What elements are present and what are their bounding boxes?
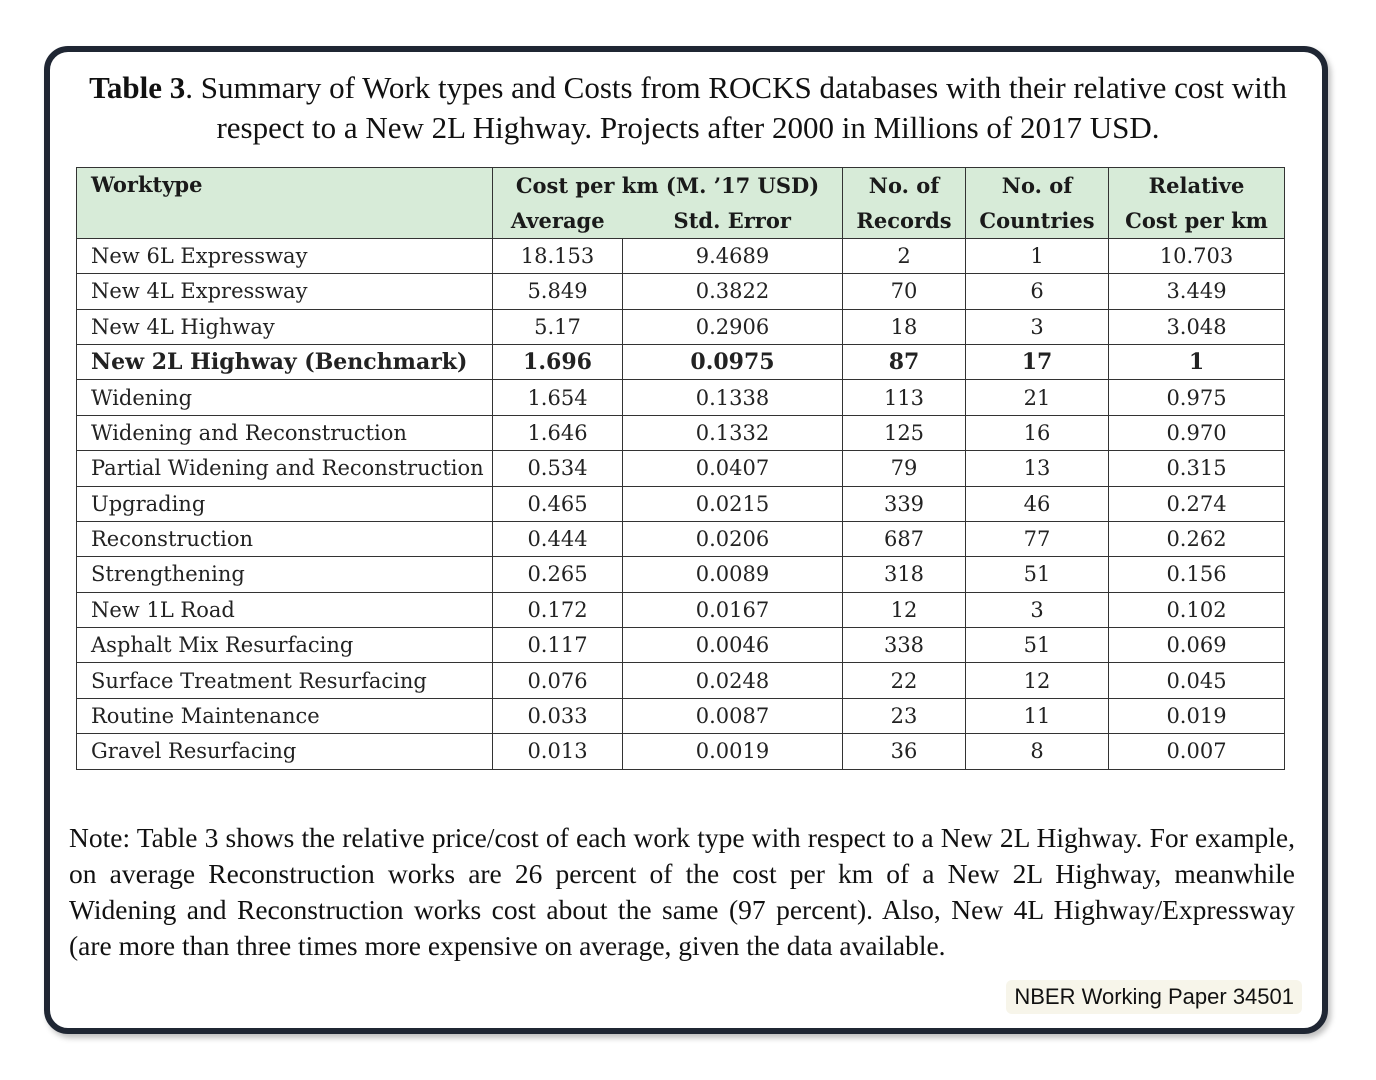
cell-countries: 46 — [966, 486, 1109, 521]
cell-worktype: Reconstruction — [77, 521, 493, 556]
header-relative-top: Relative — [1109, 168, 1285, 203]
cell-countries: 11 — [966, 698, 1109, 733]
cell-relative: 0.262 — [1109, 521, 1285, 556]
cell-std-error: 9.4689 — [623, 238, 843, 273]
cell-worktype: Asphalt Mix Resurfacing — [77, 628, 493, 663]
cell-countries: 3 — [966, 309, 1109, 344]
cell-average: 0.117 — [493, 628, 623, 663]
cell-worktype: New 4L Highway — [77, 309, 493, 344]
cell-worktype: Strengthening — [77, 557, 493, 592]
cell-worktype: New 1L Road — [77, 592, 493, 627]
header-average: Average — [493, 203, 623, 238]
header-countries-top: No. of — [966, 168, 1109, 203]
cell-countries: 21 — [966, 380, 1109, 415]
cell-countries: 13 — [966, 451, 1109, 486]
cell-std-error: 0.0975 — [623, 344, 843, 379]
table-row — [77, 380, 1285, 415]
table-row — [77, 451, 1285, 486]
cell-average: 1.646 — [493, 415, 623, 450]
cell-average: 0.013 — [493, 734, 623, 769]
cell-records: 79 — [843, 451, 966, 486]
source-badge: NBER Working Paper 34501 — [1006, 980, 1302, 1014]
cell-countries: 77 — [966, 521, 1109, 556]
cell-std-error: 0.0215 — [623, 486, 843, 521]
header-records-top: No. of — [843, 168, 966, 203]
cell-std-error: 0.1338 — [623, 380, 843, 415]
cell-records: 23 — [843, 698, 966, 733]
table-row — [77, 521, 1285, 556]
cell-std-error: 0.0019 — [623, 734, 843, 769]
cell-average: 0.076 — [493, 663, 623, 698]
cell-average: 0.172 — [493, 592, 623, 627]
cell-relative: 0.045 — [1109, 663, 1285, 698]
table-caption — [68, 68, 1308, 148]
cell-std-error: 0.3822 — [623, 274, 843, 309]
cell-relative: 0.156 — [1109, 557, 1285, 592]
cell-records: 36 — [843, 734, 966, 769]
cell-countries: 8 — [966, 734, 1109, 769]
cell-records: 12 — [843, 592, 966, 627]
cell-average: 0.465 — [493, 486, 623, 521]
document-card — [44, 46, 1328, 1034]
cell-relative: 0.069 — [1109, 628, 1285, 663]
cell-records: 339 — [843, 486, 966, 521]
cell-average: 0.265 — [493, 557, 623, 592]
table-row — [77, 344, 1285, 379]
cell-worktype: Surface Treatment Resurfacing — [77, 663, 493, 698]
cell-std-error: 0.0089 — [623, 557, 843, 592]
cell-records: 318 — [843, 557, 966, 592]
cell-records: 2 — [843, 238, 966, 273]
table-row — [77, 274, 1285, 309]
cell-countries: 6 — [966, 274, 1109, 309]
cell-records: 125 — [843, 415, 966, 450]
cell-std-error: 0.0087 — [623, 698, 843, 733]
cell-records: 338 — [843, 628, 966, 663]
cell-worktype: New 4L Expressway — [77, 274, 493, 309]
cell-std-error: 0.1332 — [623, 415, 843, 450]
table-container — [76, 167, 1285, 770]
cell-relative: 0.102 — [1109, 592, 1285, 627]
table-row — [77, 663, 1285, 698]
cell-average: 5.17 — [493, 309, 623, 344]
cell-average: 5.849 — [493, 274, 623, 309]
cell-worktype: Widening and Reconstruction — [77, 415, 493, 450]
header-relative-bottom: Cost per km — [1109, 203, 1285, 238]
cell-countries: 51 — [966, 557, 1109, 592]
cell-worktype: New 6L Expressway — [77, 238, 493, 273]
cell-relative: 1 — [1109, 344, 1285, 379]
caption-text: . Summary of Work types and Costs from ROCKS databases with their relative cost with respect to a New 2L Highway. Projects after 2000 in Millions of 2017 USD. — [185, 70, 1287, 145]
table-row — [77, 734, 1285, 769]
cell-worktype: Routine Maintenance — [77, 698, 493, 733]
header-countries-bottom: Countries — [966, 203, 1109, 238]
cell-records: 70 — [843, 274, 966, 309]
cell-std-error: 0.0167 — [623, 592, 843, 627]
cell-countries: 16 — [966, 415, 1109, 450]
cell-countries: 12 — [966, 663, 1109, 698]
cell-std-error: 0.0046 — [623, 628, 843, 663]
cell-average: 18.153 — [493, 238, 623, 273]
cell-worktype: Upgrading — [77, 486, 493, 521]
cell-worktype: Widening — [77, 380, 493, 415]
cell-countries: 3 — [966, 592, 1109, 627]
cell-relative: 0.007 — [1109, 734, 1285, 769]
cell-records: 687 — [843, 521, 966, 556]
cell-average: 0.444 — [493, 521, 623, 556]
cell-records: 22 — [843, 663, 966, 698]
header-cost-group: Cost per km (M. ’17 USD) — [493, 168, 843, 203]
cell-std-error: 0.2906 — [623, 309, 843, 344]
header-std-error: Std. Error — [623, 203, 843, 238]
table-row — [77, 486, 1285, 521]
cell-std-error: 0.0407 — [623, 451, 843, 486]
table-row — [77, 238, 1285, 273]
header-records-bottom: Records — [843, 203, 966, 238]
table-row — [77, 415, 1285, 450]
header-row-top — [77, 168, 1285, 203]
table-row — [77, 592, 1285, 627]
cell-records: 18 — [843, 309, 966, 344]
cell-worktype: New 2L Highway (Benchmark) — [77, 344, 493, 379]
cell-average: 0.534 — [493, 451, 623, 486]
cell-relative: 0.019 — [1109, 698, 1285, 733]
table-body — [77, 238, 1285, 769]
cell-average: 1.654 — [493, 380, 623, 415]
cell-relative: 0.315 — [1109, 451, 1285, 486]
table-row — [77, 698, 1285, 733]
cell-worktype: Gravel Resurfacing — [77, 734, 493, 769]
worktype-cost-table — [76, 167, 1285, 770]
cell-countries: 51 — [966, 628, 1109, 663]
cell-relative: 10.703 — [1109, 238, 1285, 273]
table-note: Note: Table 3 shows the relative price/cost of each work type with respect to a New 2L Highway. For example, on average Reconstruction works are 26 percent of the cost per km of a New 2L Highway, meanwhile Widening and Reconstruction works cost about the same (97 percent). Also, New 4L Highway/Expressway (are more than three times more expensive on average, given the data available. — [69, 822, 1295, 961]
cell-records: 87 — [843, 344, 966, 379]
cell-relative: 0.274 — [1109, 486, 1285, 521]
cell-average: 1.696 — [493, 344, 623, 379]
cell-relative: 0.975 — [1109, 380, 1285, 415]
header-worktype: Worktype — [77, 168, 493, 239]
table-row — [77, 628, 1285, 663]
cell-countries: 1 — [966, 238, 1109, 273]
cell-relative: 3.048 — [1109, 309, 1285, 344]
cell-std-error: 0.0206 — [623, 521, 843, 556]
cell-records: 113 — [843, 380, 966, 415]
cell-relative: 0.970 — [1109, 415, 1285, 450]
cell-std-error: 0.0248 — [623, 663, 843, 698]
cell-average: 0.033 — [493, 698, 623, 733]
cell-worktype: Partial Widening and Reconstruction — [77, 451, 493, 486]
cell-relative: 3.449 — [1109, 274, 1285, 309]
caption-label: Table 3 — [89, 70, 186, 105]
cell-countries: 17 — [966, 344, 1109, 379]
table-row — [77, 309, 1285, 344]
table-row — [77, 557, 1285, 592]
